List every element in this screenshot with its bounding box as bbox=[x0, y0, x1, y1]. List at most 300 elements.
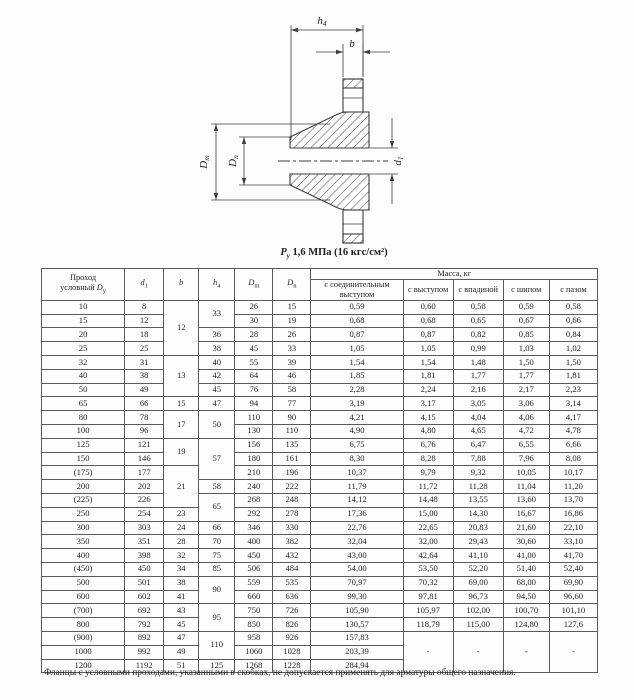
cell-mass-2: 11,72 bbox=[403, 480, 453, 494]
cell-dy: 400 bbox=[42, 549, 125, 563]
cell-dy: 20 bbox=[42, 328, 125, 342]
table-row bbox=[42, 342, 598, 356]
cell-mass-3: 7,88 bbox=[453, 452, 503, 466]
cell-mass-2: 70,32 bbox=[403, 576, 453, 590]
flange-dimensions-table bbox=[41, 268, 598, 673]
col-header-mass-2: с выступом bbox=[403, 279, 453, 300]
cell-d1: 303 bbox=[125, 521, 164, 535]
flange-table-body bbox=[42, 300, 598, 673]
cell-dy: 200 bbox=[42, 480, 125, 494]
cell-h4: 47 bbox=[199, 397, 235, 411]
cell-mass-5: 0,58 bbox=[549, 300, 597, 314]
cell-mass-5: 41,70 bbox=[549, 549, 597, 563]
cell-d1: 146 bbox=[125, 452, 164, 466]
col-header-dn: $D_n$ bbox=[273, 269, 311, 301]
cell-dn: 382 bbox=[273, 535, 311, 549]
cell-dn: 196 bbox=[273, 466, 311, 480]
cell-mass-2: 0,60 bbox=[403, 300, 453, 314]
cell-mass-2: 4,80 bbox=[403, 425, 453, 439]
table-row bbox=[42, 604, 598, 618]
cell-dy: 80 bbox=[42, 411, 125, 425]
table-row bbox=[42, 563, 598, 577]
cell-mass-2: 0,68 bbox=[403, 314, 453, 328]
cell-mass-5: 11,20 bbox=[549, 480, 597, 494]
cell-b: 23 bbox=[164, 507, 199, 521]
cell-mass-3: 102,00 bbox=[453, 604, 503, 618]
cell-mass-2: 1,05 bbox=[403, 342, 453, 356]
cell-h4: 58 bbox=[199, 480, 235, 494]
cell-mass-4: 100,70 bbox=[503, 604, 549, 618]
cell-mass-1: 6,75 bbox=[311, 438, 403, 452]
cell-mass-4: 4,72 bbox=[503, 425, 549, 439]
cell-dm: 55 bbox=[235, 356, 273, 370]
cell-dn: 330 bbox=[273, 521, 311, 535]
cell-b: 32 bbox=[164, 549, 199, 563]
cell-mass-2: 42,64 bbox=[403, 549, 453, 563]
cell-mass-1: 0,87 bbox=[311, 328, 403, 342]
cell-b: 12 bbox=[164, 300, 199, 355]
cell-dn: 278 bbox=[273, 507, 311, 521]
cell-dn: 636 bbox=[273, 590, 311, 604]
cell-dy: (450) bbox=[42, 563, 125, 577]
cell-mass-2: 118,79 bbox=[403, 618, 453, 632]
cell-d1: 892 bbox=[125, 631, 164, 645]
table-row bbox=[42, 425, 598, 439]
cell-d1: 1192 bbox=[125, 659, 164, 673]
cell-dy: 50 bbox=[42, 383, 125, 397]
cell-mass-3: 69,00 bbox=[453, 576, 503, 590]
flange-drawing bbox=[0, 0, 634, 246]
cell-dm: 210 bbox=[235, 466, 273, 480]
cell-dy: 1000 bbox=[42, 645, 125, 659]
cell-mass-3: 96,73 bbox=[453, 590, 503, 604]
cell-mass-3: 13,55 bbox=[453, 494, 503, 508]
cell-dm: 1060 bbox=[235, 645, 273, 659]
cell-mass-3: 0,82 bbox=[453, 328, 503, 342]
cell-mass-5: 1,02 bbox=[549, 342, 597, 356]
cell-mass-5: 127,6 bbox=[549, 618, 597, 632]
cell-mass-3: 115,00 bbox=[453, 618, 503, 632]
cell-d1: 398 bbox=[125, 549, 164, 563]
footnote: Фланцы с условными проходами, указанными в скобках, не допускается применять для арматуры общего назначения. bbox=[44, 668, 516, 678]
cell-mass-1: 32,04 bbox=[311, 535, 403, 549]
cell-mass-1: 17,36 bbox=[311, 507, 403, 521]
cell-mass-3: 2,16 bbox=[453, 383, 503, 397]
cell-mass-3: 0,65 bbox=[453, 314, 503, 328]
table-row bbox=[42, 576, 598, 590]
pressure-caption: $P_у$ 1,6 МПа (16 кгс/см²) bbox=[280, 247, 388, 261]
cell-b: 45 bbox=[164, 618, 199, 632]
cell-dm: 400 bbox=[235, 535, 273, 549]
cell-mass-4: 21,60 bbox=[503, 521, 549, 535]
cell-mass-1: 22,76 bbox=[311, 521, 403, 535]
cell-h4: 70 bbox=[199, 535, 235, 549]
cell-h4: 65 bbox=[199, 494, 235, 522]
table-row bbox=[42, 314, 598, 328]
cell-mass-1: 2,28 bbox=[311, 383, 403, 397]
cell-b: 24 bbox=[164, 521, 199, 535]
cell-dn: 1228 bbox=[273, 659, 311, 673]
cell-dy: 125 bbox=[42, 438, 125, 452]
cell-mass-2: 1,81 bbox=[403, 369, 453, 383]
cell-dm: 94 bbox=[235, 397, 273, 411]
cell-mass-1: 203,39 bbox=[311, 645, 403, 659]
cell-h4: 57 bbox=[199, 438, 235, 479]
cell-mass-3: 1,77 bbox=[453, 369, 503, 383]
cell-mass-dash: - bbox=[403, 631, 453, 672]
col-header-mass-group: Масса, кг bbox=[311, 269, 598, 280]
cell-h4: 85 bbox=[199, 563, 235, 577]
cell-dm: 240 bbox=[235, 480, 273, 494]
table-row bbox=[42, 618, 598, 632]
cell-mass-1: 3,19 bbox=[311, 397, 403, 411]
table-row bbox=[42, 328, 598, 342]
cell-mass-5: 3,14 bbox=[549, 397, 597, 411]
cell-mass-5: 101,10 bbox=[549, 604, 597, 618]
cell-dm: 45 bbox=[235, 342, 273, 356]
cell-dm: 26 bbox=[235, 300, 273, 314]
cell-dy: 800 bbox=[42, 618, 125, 632]
cell-mass-3: 4,65 bbox=[453, 425, 503, 439]
cell-dn: 58 bbox=[273, 383, 311, 397]
cell-mass-1: 0,68 bbox=[311, 314, 403, 328]
cell-dm: 76 bbox=[235, 383, 273, 397]
table-row bbox=[42, 507, 598, 521]
cell-dn: 26 bbox=[273, 328, 311, 342]
cell-mass-5: 8,08 bbox=[549, 452, 597, 466]
cell-mass-5: 0,84 bbox=[549, 328, 597, 342]
cell-mass-3: 11,28 bbox=[453, 480, 503, 494]
cell-mass-4: 124,80 bbox=[503, 618, 549, 632]
cell-b: 13 bbox=[164, 356, 199, 397]
cell-h4: 42 bbox=[199, 369, 235, 383]
cell-d1: 450 bbox=[125, 563, 164, 577]
cell-d1: 226 bbox=[125, 494, 164, 508]
table-row bbox=[42, 549, 598, 563]
cell-mass-1: 0,59 bbox=[311, 300, 403, 314]
cell-mass-5: 4,17 bbox=[549, 411, 597, 425]
cell-dn: 926 bbox=[273, 631, 311, 645]
cell-h4: 50 bbox=[199, 411, 235, 439]
cell-mass-4: 30,60 bbox=[503, 535, 549, 549]
cell-mass-dash: - bbox=[503, 631, 549, 672]
cell-mass-4: 1,03 bbox=[503, 342, 549, 356]
col-header-mass-1: с соединительным выступом bbox=[311, 279, 403, 300]
cell-dy: 25 bbox=[42, 342, 125, 356]
cell-d1: 202 bbox=[125, 480, 164, 494]
cell-mass-1: 130,57 bbox=[311, 618, 403, 632]
cell-mass-1: 1,54 bbox=[311, 356, 403, 370]
cell-mass-4: 94,50 bbox=[503, 590, 549, 604]
cell-d1: 692 bbox=[125, 604, 164, 618]
cell-h4: 75 bbox=[199, 549, 235, 563]
table-row bbox=[42, 480, 598, 494]
cell-mass-1: 14,12 bbox=[311, 494, 403, 508]
cell-d1: 25 bbox=[125, 342, 164, 356]
table-row bbox=[42, 369, 598, 383]
cell-mass-2: 2,24 bbox=[403, 383, 453, 397]
cell-dn: 484 bbox=[273, 563, 311, 577]
cell-mass-3: 20,83 bbox=[453, 521, 503, 535]
cell-mass-2: 53,50 bbox=[403, 563, 453, 577]
cell-mass-dash: - bbox=[549, 631, 597, 672]
cell-h4: 90 bbox=[199, 576, 235, 604]
cell-dn: 39 bbox=[273, 356, 311, 370]
cell-mass-3: 9,32 bbox=[453, 466, 503, 480]
cell-mass-2: 3,17 bbox=[403, 397, 453, 411]
cell-dy: 100 bbox=[42, 425, 125, 439]
cell-h4: 38 bbox=[199, 342, 235, 356]
table-row bbox=[42, 452, 598, 466]
cell-b: 51 bbox=[164, 659, 199, 673]
cell-mass-2: 4,15 bbox=[403, 411, 453, 425]
cell-dn: 248 bbox=[273, 494, 311, 508]
cell-dn: 90 bbox=[273, 411, 311, 425]
table-row bbox=[42, 631, 598, 645]
cell-mass-3: 41,10 bbox=[453, 549, 503, 563]
cell-dn: 432 bbox=[273, 549, 311, 563]
cell-mass-3: 52,20 bbox=[453, 563, 503, 577]
cell-mass-5: 6,66 bbox=[549, 438, 597, 452]
cell-mass-4: 16,67 bbox=[503, 507, 549, 521]
table-row bbox=[42, 397, 598, 411]
cell-dm: 180 bbox=[235, 452, 273, 466]
table-row bbox=[42, 521, 598, 535]
cell-mass-1: 1,85 bbox=[311, 369, 403, 383]
cell-mass-2: 97,81 bbox=[403, 590, 453, 604]
cell-mass-3: 3,05 bbox=[453, 397, 503, 411]
cell-mass-1: 4,90 bbox=[311, 425, 403, 439]
cell-h4: 36 bbox=[199, 328, 235, 342]
cell-b: 17 bbox=[164, 411, 199, 439]
cell-d1: 31 bbox=[125, 356, 164, 370]
table-row bbox=[42, 590, 598, 604]
cell-mass-2: 15,00 bbox=[403, 507, 453, 521]
cell-dm: 559 bbox=[235, 576, 273, 590]
cell-dm: 450 bbox=[235, 549, 273, 563]
cell-dy: 15 bbox=[42, 314, 125, 328]
cell-mass-4: 41,00 bbox=[503, 549, 549, 563]
col-header-mass-5: с пазом bbox=[549, 279, 597, 300]
cell-mass-5: 0,66 bbox=[549, 314, 597, 328]
cell-dn: 1028 bbox=[273, 645, 311, 659]
cell-mass-5: 4,78 bbox=[549, 425, 597, 439]
cell-mass-1: 105,90 bbox=[311, 604, 403, 618]
cell-mass-1: 157,83 bbox=[311, 631, 403, 645]
cell-d1: 49 bbox=[125, 383, 164, 397]
cell-d1: 38 bbox=[125, 369, 164, 383]
cell-b: 21 bbox=[164, 466, 199, 507]
cell-dy: 500 bbox=[42, 576, 125, 590]
cell-mass-1: 99,30 bbox=[311, 590, 403, 604]
cell-mass-4: 0,59 bbox=[503, 300, 549, 314]
cell-mass-1: 11,79 bbox=[311, 480, 403, 494]
cell-dn: 33 bbox=[273, 342, 311, 356]
cell-mass-4: 6,55 bbox=[503, 438, 549, 452]
cell-dy: (900) bbox=[42, 631, 125, 645]
cell-mass-3: 4,04 bbox=[453, 411, 503, 425]
cell-dm: 28 bbox=[235, 328, 273, 342]
cell-mass-2: 22,65 bbox=[403, 521, 453, 535]
col-header-d1: $d_1$ bbox=[125, 269, 164, 301]
cell-mass-4: 7,96 bbox=[503, 452, 549, 466]
col-header-dy: Проход условный $D_у$ bbox=[42, 269, 125, 301]
col-header-dm: $D_m$ bbox=[235, 269, 273, 301]
cell-b: 38 bbox=[164, 576, 199, 590]
cell-dy: 250 bbox=[42, 507, 125, 521]
cell-dy: 350 bbox=[42, 535, 125, 549]
cell-mass-4: 0,67 bbox=[503, 314, 549, 328]
cell-dy: (225) bbox=[42, 494, 125, 508]
cell-dy: 600 bbox=[42, 590, 125, 604]
cell-dn: 46 bbox=[273, 369, 311, 383]
cell-dm: 850 bbox=[235, 618, 273, 632]
cell-dm: 268 bbox=[235, 494, 273, 508]
cell-mass-2: 32,00 bbox=[403, 535, 453, 549]
table-row bbox=[42, 411, 598, 425]
cell-dn: 15 bbox=[273, 300, 311, 314]
cell-dm: 1268 bbox=[235, 659, 273, 673]
cell-mass-4: 10,05 bbox=[503, 466, 549, 480]
cell-b: 49 bbox=[164, 645, 199, 659]
table-row bbox=[42, 438, 598, 452]
table-row bbox=[42, 466, 598, 480]
cell-h4: 95 bbox=[199, 604, 235, 632]
cell-dm: 506 bbox=[235, 563, 273, 577]
cell-dm: 30 bbox=[235, 314, 273, 328]
cell-mass-5: 69,90 bbox=[549, 576, 597, 590]
cell-d1: 96 bbox=[125, 425, 164, 439]
cell-mass-1: 43,00 bbox=[311, 549, 403, 563]
cell-dn: 826 bbox=[273, 618, 311, 632]
cell-mass-5: 33,10 bbox=[549, 535, 597, 549]
cell-mass-1: 10,37 bbox=[311, 466, 403, 480]
cell-mass-1: 4,21 bbox=[311, 411, 403, 425]
cell-dy: 32 bbox=[42, 356, 125, 370]
cell-dy: 1200 bbox=[42, 659, 125, 673]
cell-mass-5: 22,10 bbox=[549, 521, 597, 535]
cell-d1: 121 bbox=[125, 438, 164, 452]
col-header-mass-4: с шипом bbox=[503, 279, 549, 300]
label-b: b bbox=[349, 38, 355, 50]
table-row bbox=[42, 383, 598, 397]
label-h4: h4 bbox=[317, 15, 327, 28]
cell-dm: 64 bbox=[235, 369, 273, 383]
cell-dn: 535 bbox=[273, 576, 311, 590]
label-dm: Dm bbox=[198, 155, 211, 169]
cell-h4: 45 bbox=[199, 383, 235, 397]
cell-mass-5: 52,40 bbox=[549, 563, 597, 577]
cell-dm: 130 bbox=[235, 425, 273, 439]
cell-mass-5: 16,86 bbox=[549, 507, 597, 521]
cell-mass-2: 14,48 bbox=[403, 494, 453, 508]
cell-b: 15 bbox=[164, 397, 199, 411]
cell-mass-5: 2,23 bbox=[549, 383, 597, 397]
cell-mass-4: 1,77 bbox=[503, 369, 549, 383]
cell-d1: 12 bbox=[125, 314, 164, 328]
cell-b: 34 bbox=[164, 563, 199, 577]
cell-mass-3: 1,48 bbox=[453, 356, 503, 370]
col-header-mass-3: с впадиной bbox=[453, 279, 503, 300]
cell-dy: 65 bbox=[42, 397, 125, 411]
cell-dy: 150 bbox=[42, 452, 125, 466]
cell-mass-5: 1,81 bbox=[549, 369, 597, 383]
cell-d1: 351 bbox=[125, 535, 164, 549]
cell-b: 47 bbox=[164, 631, 199, 645]
cell-mass-dash: - bbox=[453, 631, 503, 672]
cell-h4: 33 bbox=[199, 300, 235, 328]
cell-dm: 750 bbox=[235, 604, 273, 618]
col-header-b: b bbox=[164, 269, 199, 301]
cell-d1: 66 bbox=[125, 397, 164, 411]
cell-mass-2: 6,76 bbox=[403, 438, 453, 452]
table-row bbox=[42, 356, 598, 370]
cell-d1: 792 bbox=[125, 618, 164, 632]
cell-dn: 726 bbox=[273, 604, 311, 618]
cell-mass-1: 70,97 bbox=[311, 576, 403, 590]
cell-d1: 602 bbox=[125, 590, 164, 604]
cell-dy: (700) bbox=[42, 604, 125, 618]
cell-mass-4: 0,85 bbox=[503, 328, 549, 342]
table-header bbox=[42, 269, 598, 301]
cell-mass-3: 29,43 bbox=[453, 535, 503, 549]
cell-h4: 66 bbox=[199, 521, 235, 535]
cell-mass-4: 1,50 bbox=[503, 356, 549, 370]
table-row bbox=[42, 494, 598, 508]
cell-mass-3: 6,47 bbox=[453, 438, 503, 452]
cell-dy: 40 bbox=[42, 369, 125, 383]
cell-h4: 110 bbox=[199, 631, 235, 659]
cell-mass-5: 96,60 bbox=[549, 590, 597, 604]
cell-mass-3: 0,99 bbox=[453, 342, 503, 356]
cell-d1: 78 bbox=[125, 411, 164, 425]
cell-dm: 346 bbox=[235, 521, 273, 535]
cell-mass-3: 0,58 bbox=[453, 300, 503, 314]
cell-dy: 10 bbox=[42, 300, 125, 314]
cell-dn: 135 bbox=[273, 438, 311, 452]
cell-dm: 156 bbox=[235, 438, 273, 452]
cell-mass-4: 11,04 bbox=[503, 480, 549, 494]
cell-mass-5: 10,17 bbox=[549, 466, 597, 480]
cell-dn: 161 bbox=[273, 452, 311, 466]
cell-dy: 300 bbox=[42, 521, 125, 535]
cell-mass-2: 1,54 bbox=[403, 356, 453, 370]
cell-b: 41 bbox=[164, 590, 199, 604]
cell-d1: 254 bbox=[125, 507, 164, 521]
cell-mass-1: 8,30 bbox=[311, 452, 403, 466]
cell-dm: 110 bbox=[235, 411, 273, 425]
cell-mass-4: 3,06 bbox=[503, 397, 549, 411]
table-row bbox=[42, 535, 598, 549]
cell-h4: 40 bbox=[199, 356, 235, 370]
cell-dm: 958 bbox=[235, 631, 273, 645]
cell-mass-4: 4,06 bbox=[503, 411, 549, 425]
label-dn: Dn bbox=[227, 155, 240, 167]
cell-mass-3: 14,30 bbox=[453, 507, 503, 521]
cell-mass-2: 0,87 bbox=[403, 328, 453, 342]
cell-b: 43 bbox=[164, 604, 199, 618]
cell-dn: 110 bbox=[273, 425, 311, 439]
cell-dn: 222 bbox=[273, 480, 311, 494]
cell-mass-5: 1,50 bbox=[549, 356, 597, 370]
cell-mass-4: 13,60 bbox=[503, 494, 549, 508]
label-d1: d1 bbox=[392, 156, 405, 166]
cell-dn: 77 bbox=[273, 397, 311, 411]
col-header-h4: $h_4$ bbox=[199, 269, 235, 301]
cell-mass-4: 2,17 bbox=[503, 383, 549, 397]
cell-mass-2: 105,97 bbox=[403, 604, 453, 618]
cell-dy: (175) bbox=[42, 466, 125, 480]
